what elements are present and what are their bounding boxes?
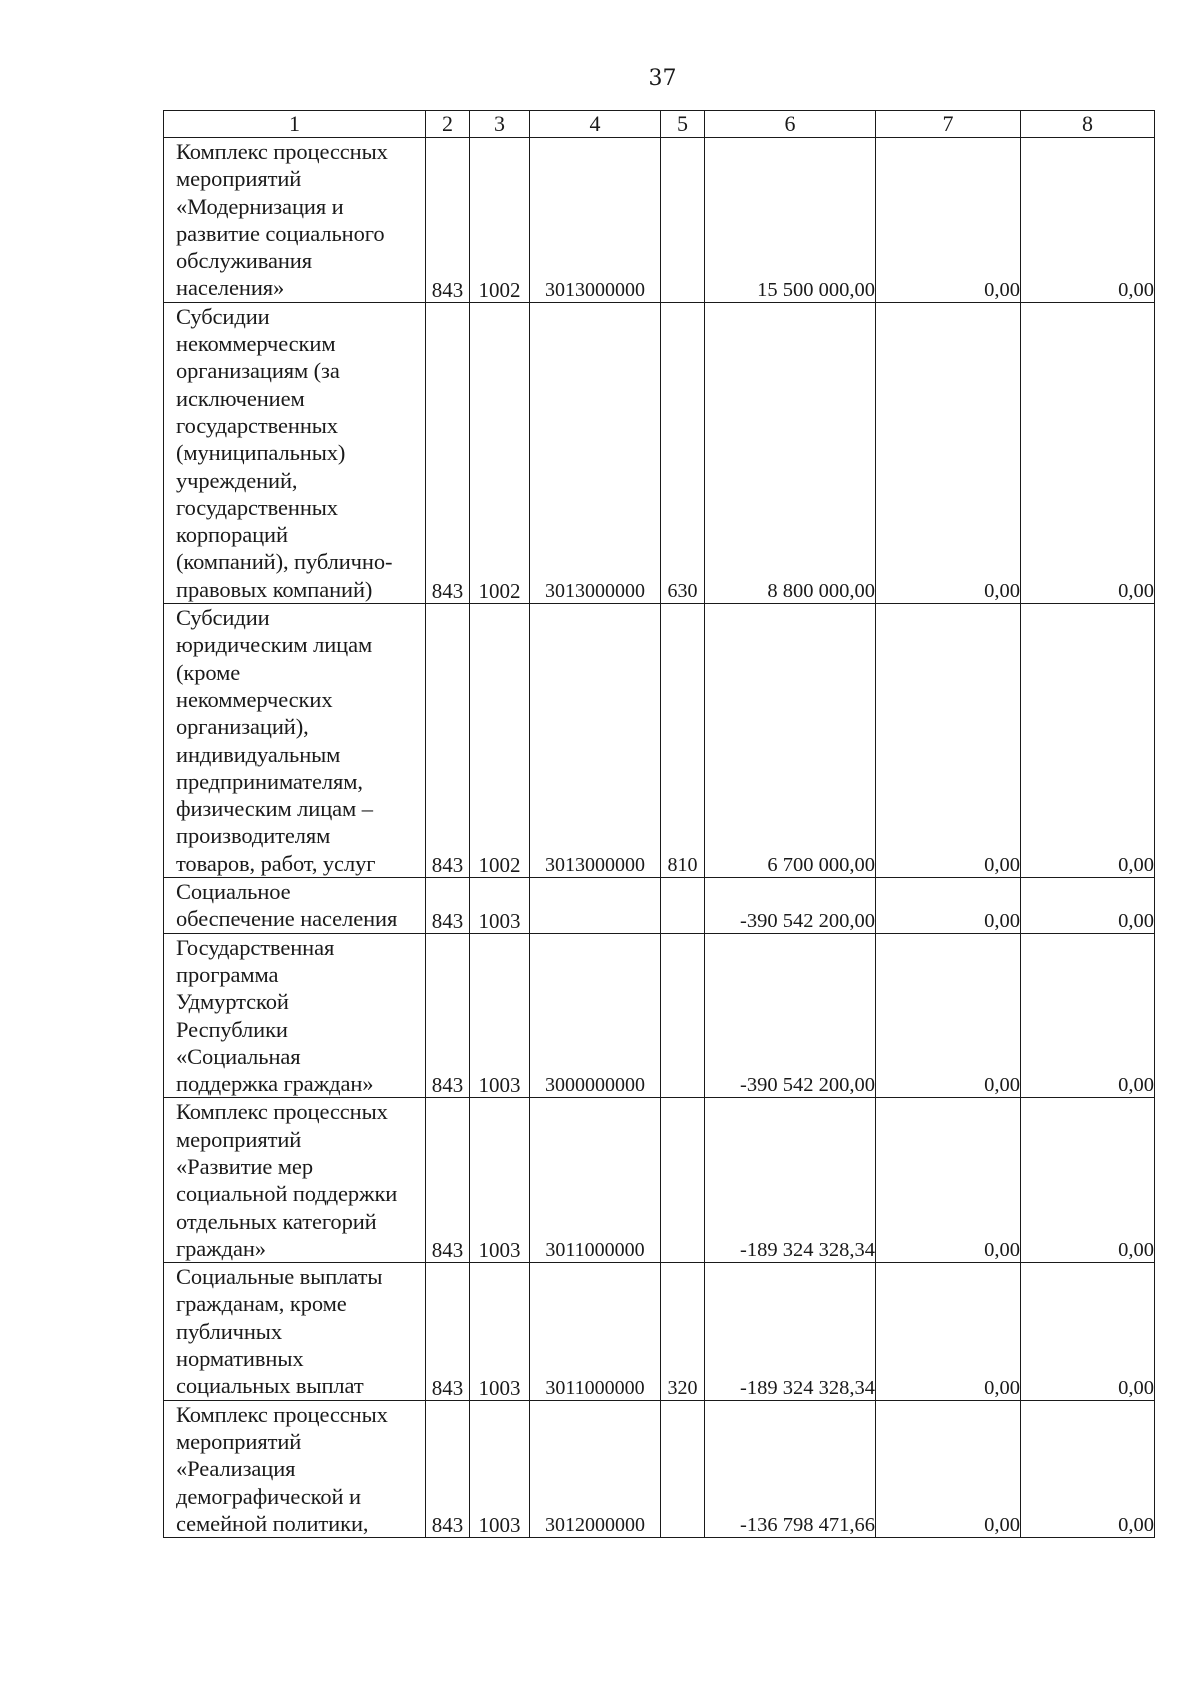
table-row <box>164 1098 1155 1263</box>
chapter-cell: 843 <box>426 933 470 1098</box>
amount-cell: 6 700 000,00 <box>705 604 876 878</box>
amount-cell: -136 798 471,66 <box>705 1400 876 1537</box>
target-article-cell: 3012000000 <box>530 1400 661 1537</box>
expense-type-cell: 630 <box>661 302 705 603</box>
table-row <box>164 933 1155 1098</box>
chapter-cell: 843 <box>426 138 470 303</box>
chapter-cell: 843 <box>426 878 470 934</box>
header-cell: 1 <box>164 111 426 138</box>
row-name-cell: Социальное обеспечение населения <box>164 878 426 934</box>
expense-type-cell <box>661 1400 705 1537</box>
section-cell: 1002 <box>470 138 530 303</box>
row-name-cell: Государственная программа Удмуртской Республики «Социальная поддержка граждан» <box>164 933 426 1098</box>
table-row <box>164 302 1155 603</box>
expense-type-cell <box>661 1098 705 1263</box>
amount-cell: -189 324 328,34 <box>705 1263 876 1400</box>
amount-cell: -390 542 200,00 <box>705 933 876 1098</box>
expense-type-cell <box>661 138 705 303</box>
amount-cell: 0,00 <box>876 878 1021 934</box>
table-row <box>164 138 1155 303</box>
chapter-cell: 843 <box>426 1263 470 1400</box>
expense-type-cell: 320 <box>661 1263 705 1400</box>
header-cell: 5 <box>661 111 705 138</box>
row-name-cell: Социальные выплаты гражданам, кроме публичных нормативных социальных выплат <box>164 1263 426 1400</box>
amount-cell: 0,00 <box>1021 878 1155 934</box>
amount-cell: 0,00 <box>876 604 1021 878</box>
row-name-cell: Субсидии некоммерческим организациям (за исключением государственных (муниципальных) учреждений, государственных корпораций (компаний), публично- правовых компаний) <box>164 302 426 603</box>
target-article-cell: 3013000000 <box>530 604 661 878</box>
row-name-cell: Комплекс процессных мероприятий «Модернизация и развитие социального обслуживания населения» <box>164 138 426 303</box>
amount-cell: 0,00 <box>876 933 1021 1098</box>
amount-cell: 0,00 <box>876 1263 1021 1400</box>
target-article-cell: 3013000000 <box>530 138 661 303</box>
section-cell: 1002 <box>470 302 530 603</box>
amount-cell: 0,00 <box>1021 604 1155 878</box>
row-name-cell: Субсидии юридическим лицам (кроме некоммерческих организаций), индивидуальным предпринимателям, физическим лицам – производителям товаров, работ, услуг <box>164 604 426 878</box>
target-article-cell: 3011000000 <box>530 1098 661 1263</box>
amount-cell: 0,00 <box>876 138 1021 303</box>
amount-cell: 0,00 <box>1021 302 1155 603</box>
header-cell: 8 <box>1021 111 1155 138</box>
target-article-cell: 3011000000 <box>530 1263 661 1400</box>
amount-cell: 0,00 <box>1021 138 1155 303</box>
page-number: 37 <box>648 66 677 91</box>
chapter-cell: 843 <box>426 1098 470 1263</box>
section-cell: 1002 <box>470 604 530 878</box>
amount-cell: 0,00 <box>1021 1400 1155 1537</box>
table-row <box>164 878 1155 934</box>
amount-cell: 0,00 <box>876 1098 1021 1263</box>
table-body <box>164 111 1155 1538</box>
amount-cell: -390 542 200,00 <box>705 878 876 934</box>
section-cell: 1003 <box>470 1263 530 1400</box>
amount-cell: 8 800 000,00 <box>705 302 876 603</box>
section-cell: 1003 <box>470 1400 530 1537</box>
target-article-cell: 3000000000 <box>530 933 661 1098</box>
section-cell: 1003 <box>470 933 530 1098</box>
target-article-cell <box>530 878 661 934</box>
amount-cell: 15 500 000,00 <box>705 138 876 303</box>
table-row <box>164 1263 1155 1400</box>
amount-cell: -189 324 328,34 <box>705 1098 876 1263</box>
expense-type-cell: 810 <box>661 604 705 878</box>
row-name-cell: Комплекс процессных мероприятий «Реализация демографической и семейной политики, <box>164 1400 426 1537</box>
expense-type-cell <box>661 933 705 1098</box>
chapter-cell: 843 <box>426 1400 470 1537</box>
table-row <box>164 604 1155 878</box>
amount-cell: 0,00 <box>1021 933 1155 1098</box>
header-cell: 2 <box>426 111 470 138</box>
header-row <box>164 111 1155 138</box>
target-article-cell: 3013000000 <box>530 302 661 603</box>
amount-cell: 0,00 <box>1021 1263 1155 1400</box>
row-name-cell: Комплекс процессных мероприятий «Развитие мер социальной поддержки отдельных категорий граждан» <box>164 1098 426 1263</box>
header-cell: 6 <box>705 111 876 138</box>
amount-cell: 0,00 <box>876 1400 1021 1537</box>
header-cell: 4 <box>530 111 661 138</box>
budget-table <box>163 110 1155 1538</box>
header-cell: 7 <box>876 111 1021 138</box>
expense-type-cell <box>661 878 705 934</box>
table-row <box>164 1400 1155 1537</box>
amount-cell: 0,00 <box>876 302 1021 603</box>
chapter-cell: 843 <box>426 302 470 603</box>
amount-cell: 0,00 <box>1021 1098 1155 1263</box>
chapter-cell: 843 <box>426 604 470 878</box>
section-cell: 1003 <box>470 878 530 934</box>
section-cell: 1003 <box>470 1098 530 1263</box>
header-cell: 3 <box>470 111 530 138</box>
